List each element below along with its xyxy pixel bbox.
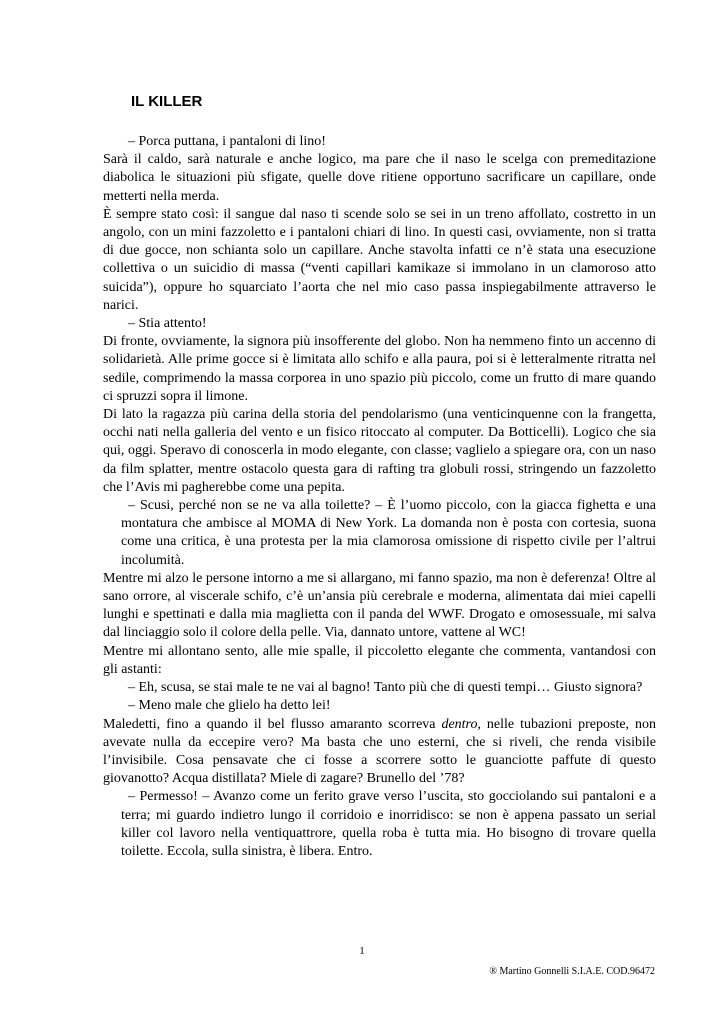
page-number: 1 — [359, 945, 365, 957]
document-title: IL KILLER — [131, 93, 203, 110]
paragraph: Maledetti, fino a quando il bel flusso amaranto scorreva dentro, nelle tubazioni preposte, non avevate nulla da eccepire vero? Ma basta che uno esterni, che si riveli, che renda visibile l’invisibile. Cosa pensavate che ci fosse a scorrere sotto le guanciotte paffute di questo giovanotto? Acqua distillata? Miele di zagare? Brunello del ’78? — [103, 716, 656, 787]
paragraph: – Meno male che glielo ha detto lei! — [128, 698, 331, 714]
paragraph: – Stia attento! — [128, 316, 207, 332]
paragraph: Mentre mi allontano sento, alle mie spalle, il piccoletto elegante che commenta, vantandosi con gli astanti: — [103, 643, 656, 677]
document-body — [103, 133, 656, 861]
paragraph: Di fronte, ovviamente, la signora più insofferente del globo. Non ha nemmeno finto un accenno di solidarietà. Alle prime gocce si è limitata allo schifo e alla paura, poi si è letteralmente ritratta nel sedile, comprimendo la massa corporea in uno spazio più piccolo, come un frutto di mare quando ci spruzzi sopra il limone. — [103, 334, 656, 404]
paragraph: Di lato la ragazza più carina della storia del pendolarismo (una venticinquenne con la frangetta, occhi nati nella galleria del vento e un fisico ritoccato al computer. Da Botticelli). Logico che sia qui, oggi. Speravo di conoscerla in modo elegante, con classe; vaglielo a spiegare ora, con un naso da film splatter, mentre ostacolo questa gara di rafting tra globuli rossi, stringendo un fazzoletto che l’Avis mi pagherebbe come una pepita. — [103, 407, 656, 495]
paragraph: È sempre stato così: il sangue dal naso ti scende solo se sei in un treno affollato, costretto in un angolo, con un mini fazzoletto e i pantaloni chiari di lino. In questi casi, ovviamente, non si tratta di due gocce, non schianta solo un capillare. Anche stavolta infatti ce n’è stata una esecuzione collettiva o un suicidio di massa (“venti capillari kamikaze si immolano in un clamoroso atto suicida”), oppure ho squarciato l’aorta che nel mio caso passa inspiegabilmente attraverso le narici. — [103, 206, 656, 313]
paragraph: – Permesso! – Avanzo come un ferito grave verso l’uscita, sto gocciolando sui pantaloni e a terra; mi guardo indietro lungo il corridoio e inorridisco: se non è appena passato un serial killer col lavoro nella ventiquattrore, quella roba è tutta mia. Ho bisogno di trovare quella toilette. Eccola, sulla sinistra, è libera. Entro. — [121, 789, 656, 859]
paragraph: Mentre mi alzo le persone intorno a me si allargano, mi fanno spazio, ma non è deferenza! Oltre al sano orrore, al viscerale schifo, c’è un’ansia più cerebrale e moderna, alimentata dai miei capelli lunghi e spettinati e dalla mia maglietta con il panda del WWF. Drogato e omosessuale, mi salva dal linciaggio solo il colore della pelle. Via, dannato untore, vattene al WC! — [103, 570, 656, 641]
paragraph: – Eh, scusa, se stai male te ne vai al bagno! Tanto più che di questi tempi… Giusto signora? — [128, 680, 643, 696]
copyright-footer: ® Martino Gonnelli S.I.A.E. COD.96472 — [489, 966, 655, 977]
paragraph: – Scusi, perché non se ne va alla toilette? – È l’uomo piccolo, con la giacca fighetta e una montatura che ambisce al MOMA di New York. La domanda non è posta con cortesia, suona come una critica, è una protesta per la mia clamorosa omissione di rispetto civile per l’altrui incolumità. — [121, 498, 656, 568]
paragraph: Sarà il caldo, sarà naturale e anche logico, ma pare che il naso le scelga con premeditazione diabolica le situazioni più sfigate, quelle dove ritiene opportuno sacrificare un capillare, onde metterti nella merda. — [103, 152, 656, 204]
paragraph: – Porca puttana, i pantaloni di lino! — [128, 134, 326, 149]
